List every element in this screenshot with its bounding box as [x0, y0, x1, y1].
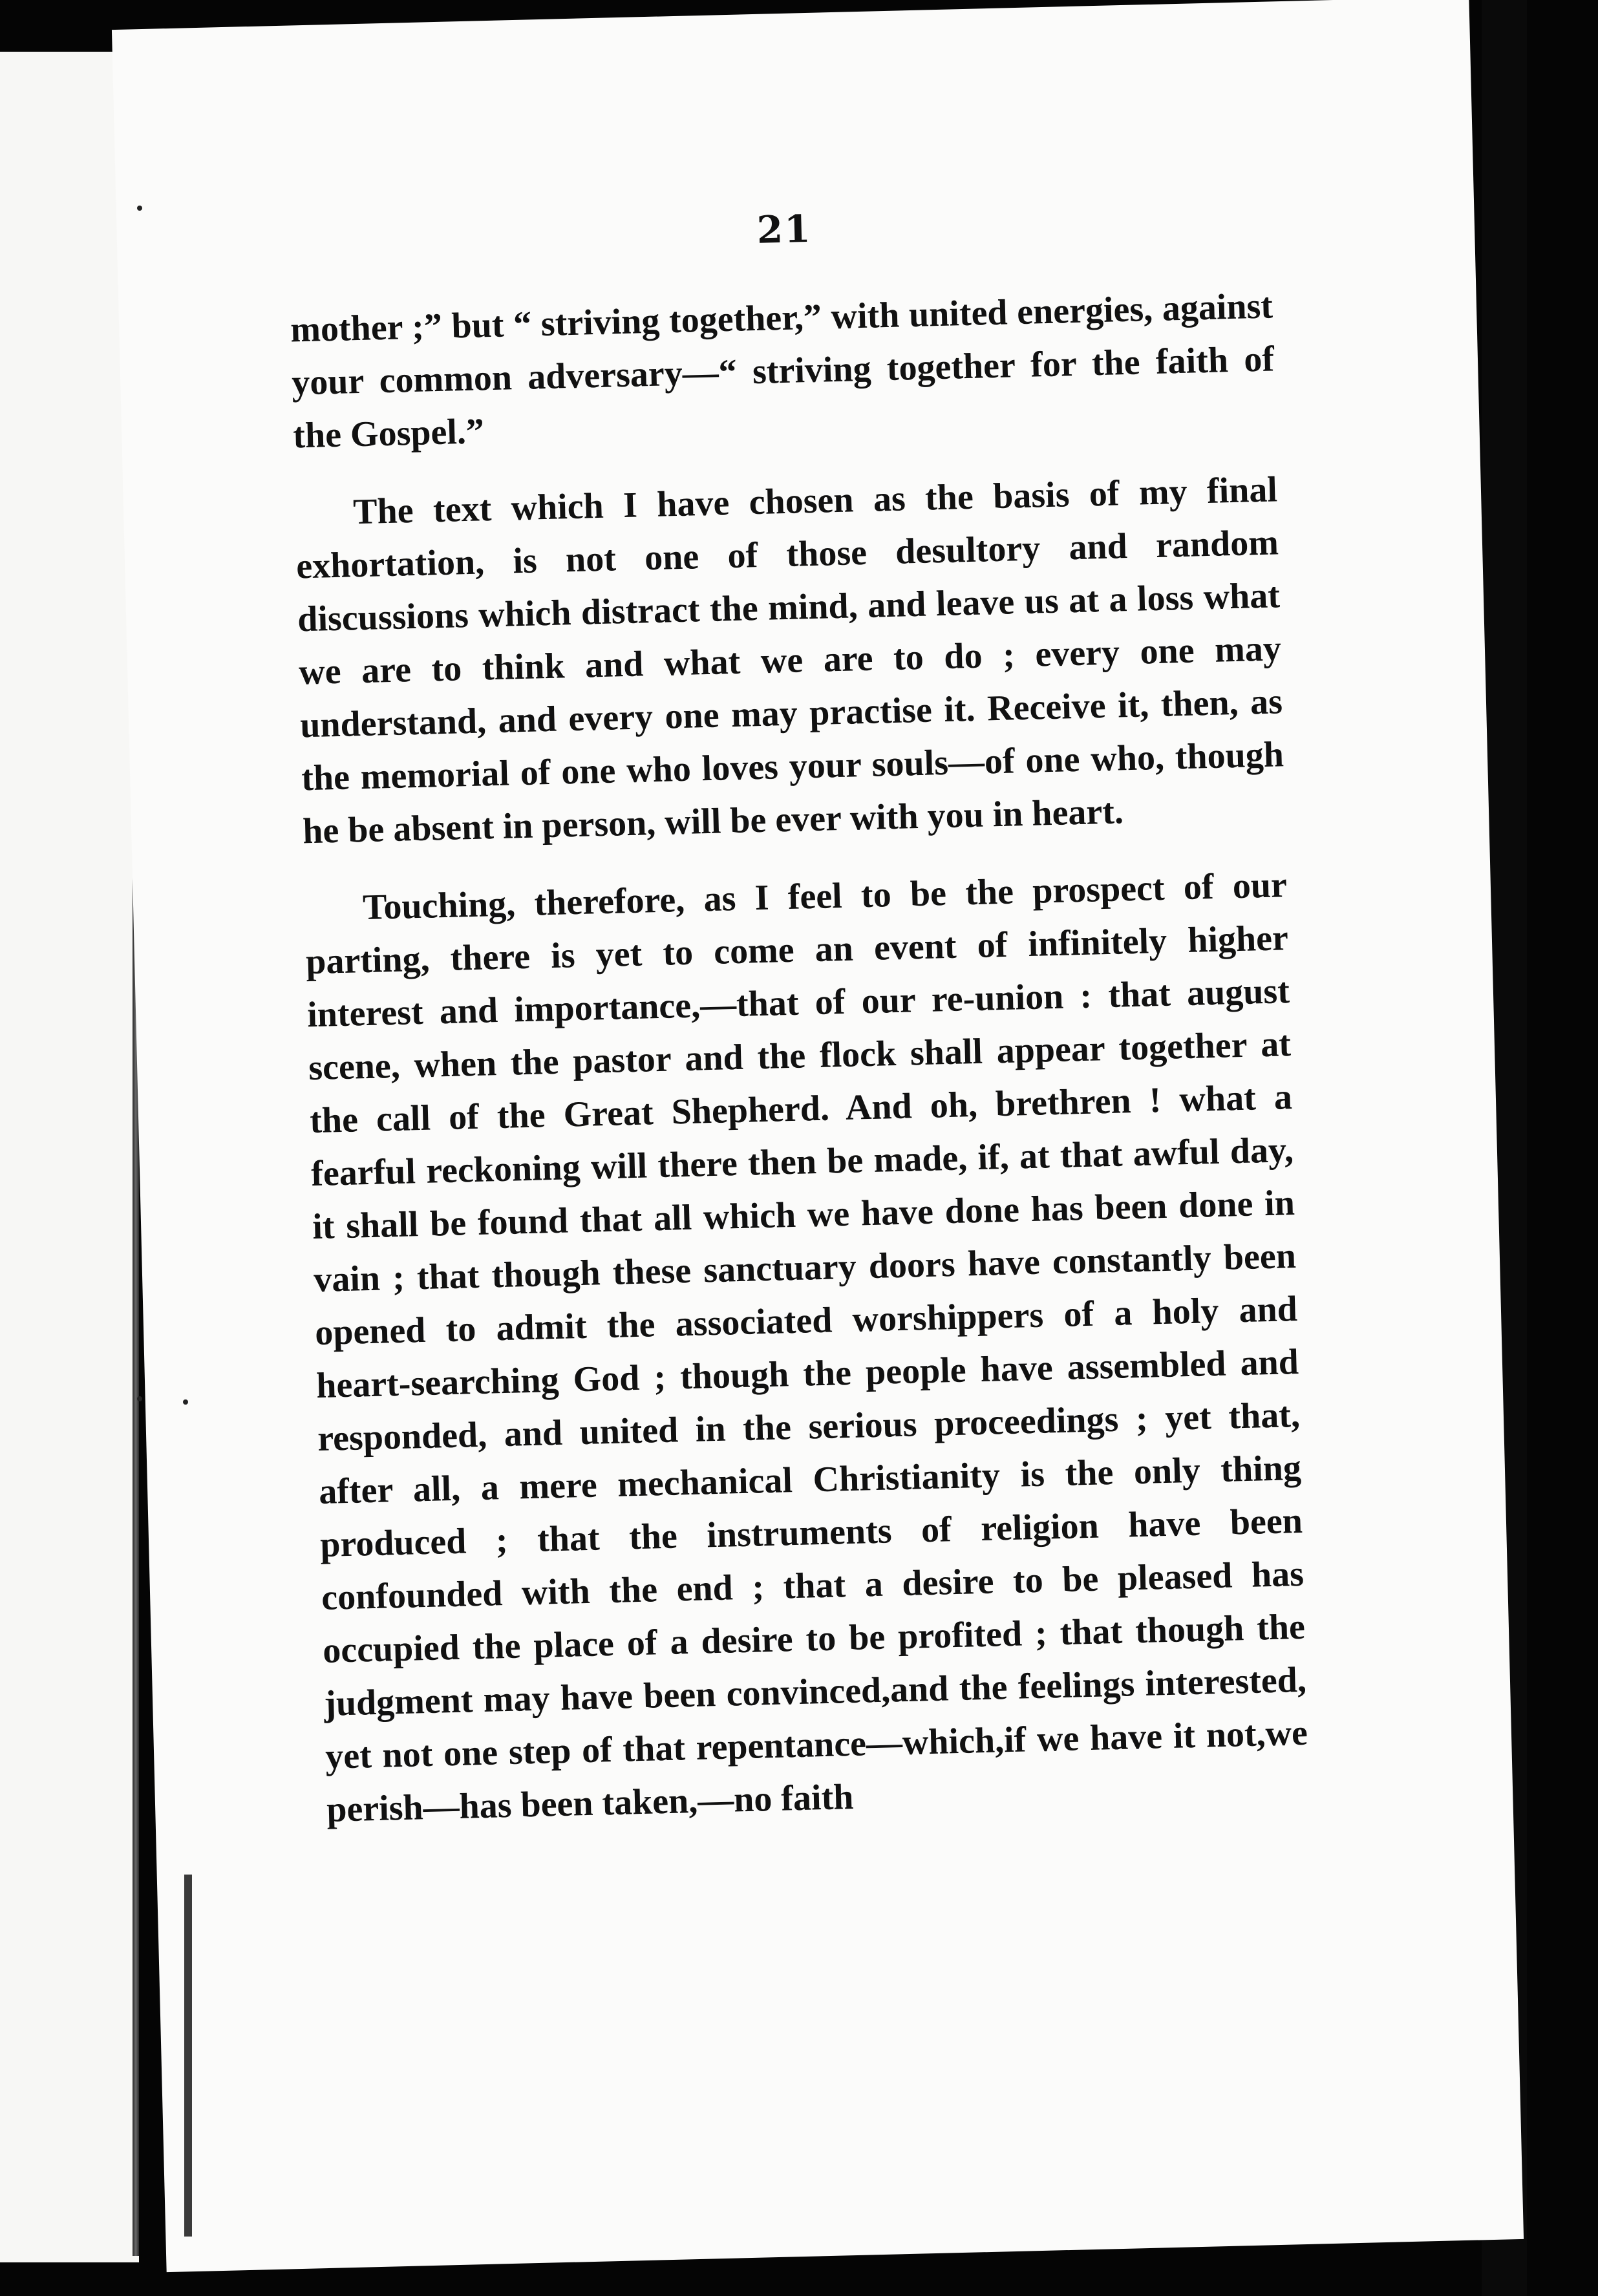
book-page [112, 0, 1524, 2272]
paragraph-1: mother ;” but “ striving together,” with united energies, against your common adversary—“ striving together for the faith of the Gospel.” [290, 286, 1275, 456]
paragraph-2: The text which I have chosen as the basis of my final exhortation, is not one of those desultory and random discussions which distract the mind, and leave us at a loss what we are to think and what we are to do ; every one may understand, and every one may practise it. Receive it, then, as the memorial of one who loves your souls—of one who, though he be absent in person, will be ever with you in heart. [295, 469, 1284, 852]
body-text [290, 279, 1310, 1860]
page-number: 21 [756, 206, 813, 252]
binding-shadow [184, 1875, 192, 2237]
facing-page-edge [0, 52, 139, 2262]
paragraph-3: Touching, therefore, as I feel to be the prospect of our parting, there is yet to come an event of infinitely higher interest and importance,—that of our re-union : that august scene, when the pastor and the flock shall appear together at the call of the Great Shepherd. And oh, brethren ! what a fearful reckoning will there then be made, if, at that awful day, it shall be found that all which we have done has been done in vain ; that though these sanctuary doors have constantly been opened to admit the associated worshippers of a holy and heart-searching God ; though the people have assembled and responded, and united in the serious proceedings ; yet that, after all, a mere mechanical Christianity is the only thing produced ; that the instruments of religion have been confounded with the end ; that a desire to be pleased has occupied the place of a desire to be profited ; that though the judgment may have been convinced,and the feelings interested, yet not one step of that repentance—which,if we have it not,we perish—has been taken,—no faith [305, 865, 1308, 1830]
scan-speck [137, 206, 142, 211]
scan-speck [183, 1399, 188, 1405]
scan-speck [137, 1396, 142, 1401]
